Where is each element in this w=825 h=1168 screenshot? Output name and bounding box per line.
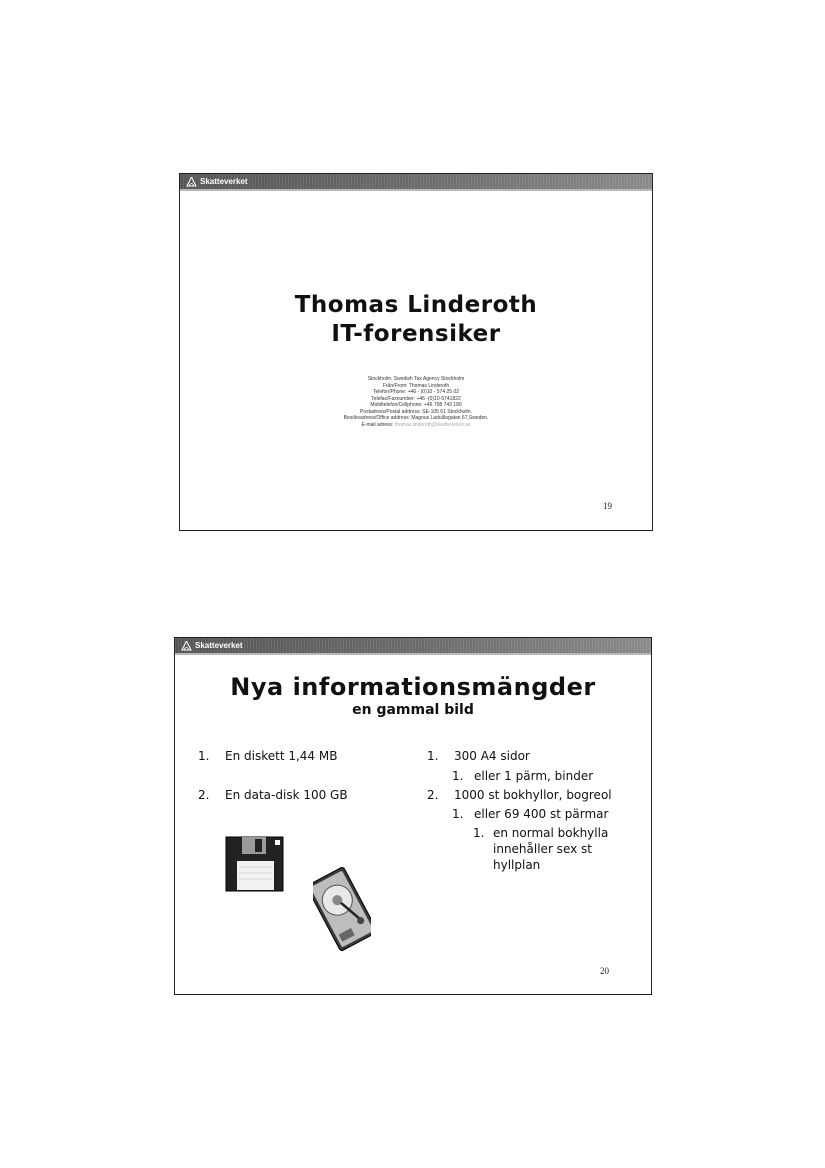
brand: [186, 175, 248, 188]
list-text: innehåller sex st: [493, 842, 592, 856]
brand-name: Skatteverket: [195, 641, 243, 650]
slide-subtitle: en gammal bild: [352, 702, 474, 718]
list-text: hyllplan: [493, 858, 541, 872]
page-number: 19: [603, 501, 612, 511]
slide-header-band: [180, 174, 652, 191]
list-number: 1.: [452, 769, 464, 783]
slide-20: [174, 637, 652, 995]
list-text: 1000 st bokhyllor, bogreol: [454, 788, 612, 802]
slide-title: Nya informationsmängder: [230, 673, 596, 701]
contact-line: Postadress/Postal address: SE-105 61 Stockholm.: [359, 408, 472, 415]
presenter-role: IT-forensiker: [331, 321, 501, 347]
contact-line: Från/From: Thomas Linderoth: [382, 382, 450, 389]
contact-email-line: [180, 422, 652, 429]
skatteverket-logo-icon: [186, 177, 197, 187]
skatteverket-logo-icon: [181, 641, 192, 651]
contact-line: Besöksadress/Office address: Magnus Ladulåsgatan 67,Sweden.: [343, 415, 489, 421]
list-number: 1.: [473, 826, 485, 840]
page-number: 20: [600, 966, 609, 976]
list-number: 2.: [427, 788, 439, 802]
list-text: En data-disk 100 GB: [225, 788, 348, 802]
email-label: E-mail adress:: [361, 421, 394, 428]
contact-info: [180, 376, 652, 428]
list-text: eller 69 400 st pärmar: [474, 807, 609, 821]
list-text: 300 A4 sidor: [454, 749, 530, 763]
slide-19: [179, 173, 653, 531]
contact-line: Telefax/Faxnumber: +46 -(0)10-5741822: [371, 395, 461, 402]
slide-header-band: [175, 638, 651, 655]
contact-line: Mobiltelefon/Cellphone: +46 708 743 180: [370, 402, 462, 408]
list-number: 1.: [427, 749, 439, 763]
list-number: 2.: [198, 788, 210, 802]
contact-line: Telefon/Phone: +46 - (0)10 - 574 25 02: [372, 389, 460, 395]
brand-name: Skatteverket: [200, 177, 248, 186]
email-link[interactable]: thomas.linderoth@skatteverket.se: [394, 421, 471, 428]
presenter-name: Thomas Linderoth: [294, 292, 538, 318]
slide-title: [180, 291, 652, 349]
list-number: 1.: [198, 749, 210, 763]
list-text: eller 1 pärm, binder: [474, 769, 594, 783]
hard-drive-icon: [313, 866, 371, 952]
list-text: en normal bokhylla: [493, 826, 609, 840]
list-text: En diskett 1,44 MB: [225, 749, 338, 763]
floppy-disk-icon: [225, 836, 285, 892]
list-number: 1.: [452, 807, 464, 821]
contact-line: Stockholm. Swedish Tax Agency Stockholm: [367, 376, 465, 382]
brand: [181, 639, 243, 652]
